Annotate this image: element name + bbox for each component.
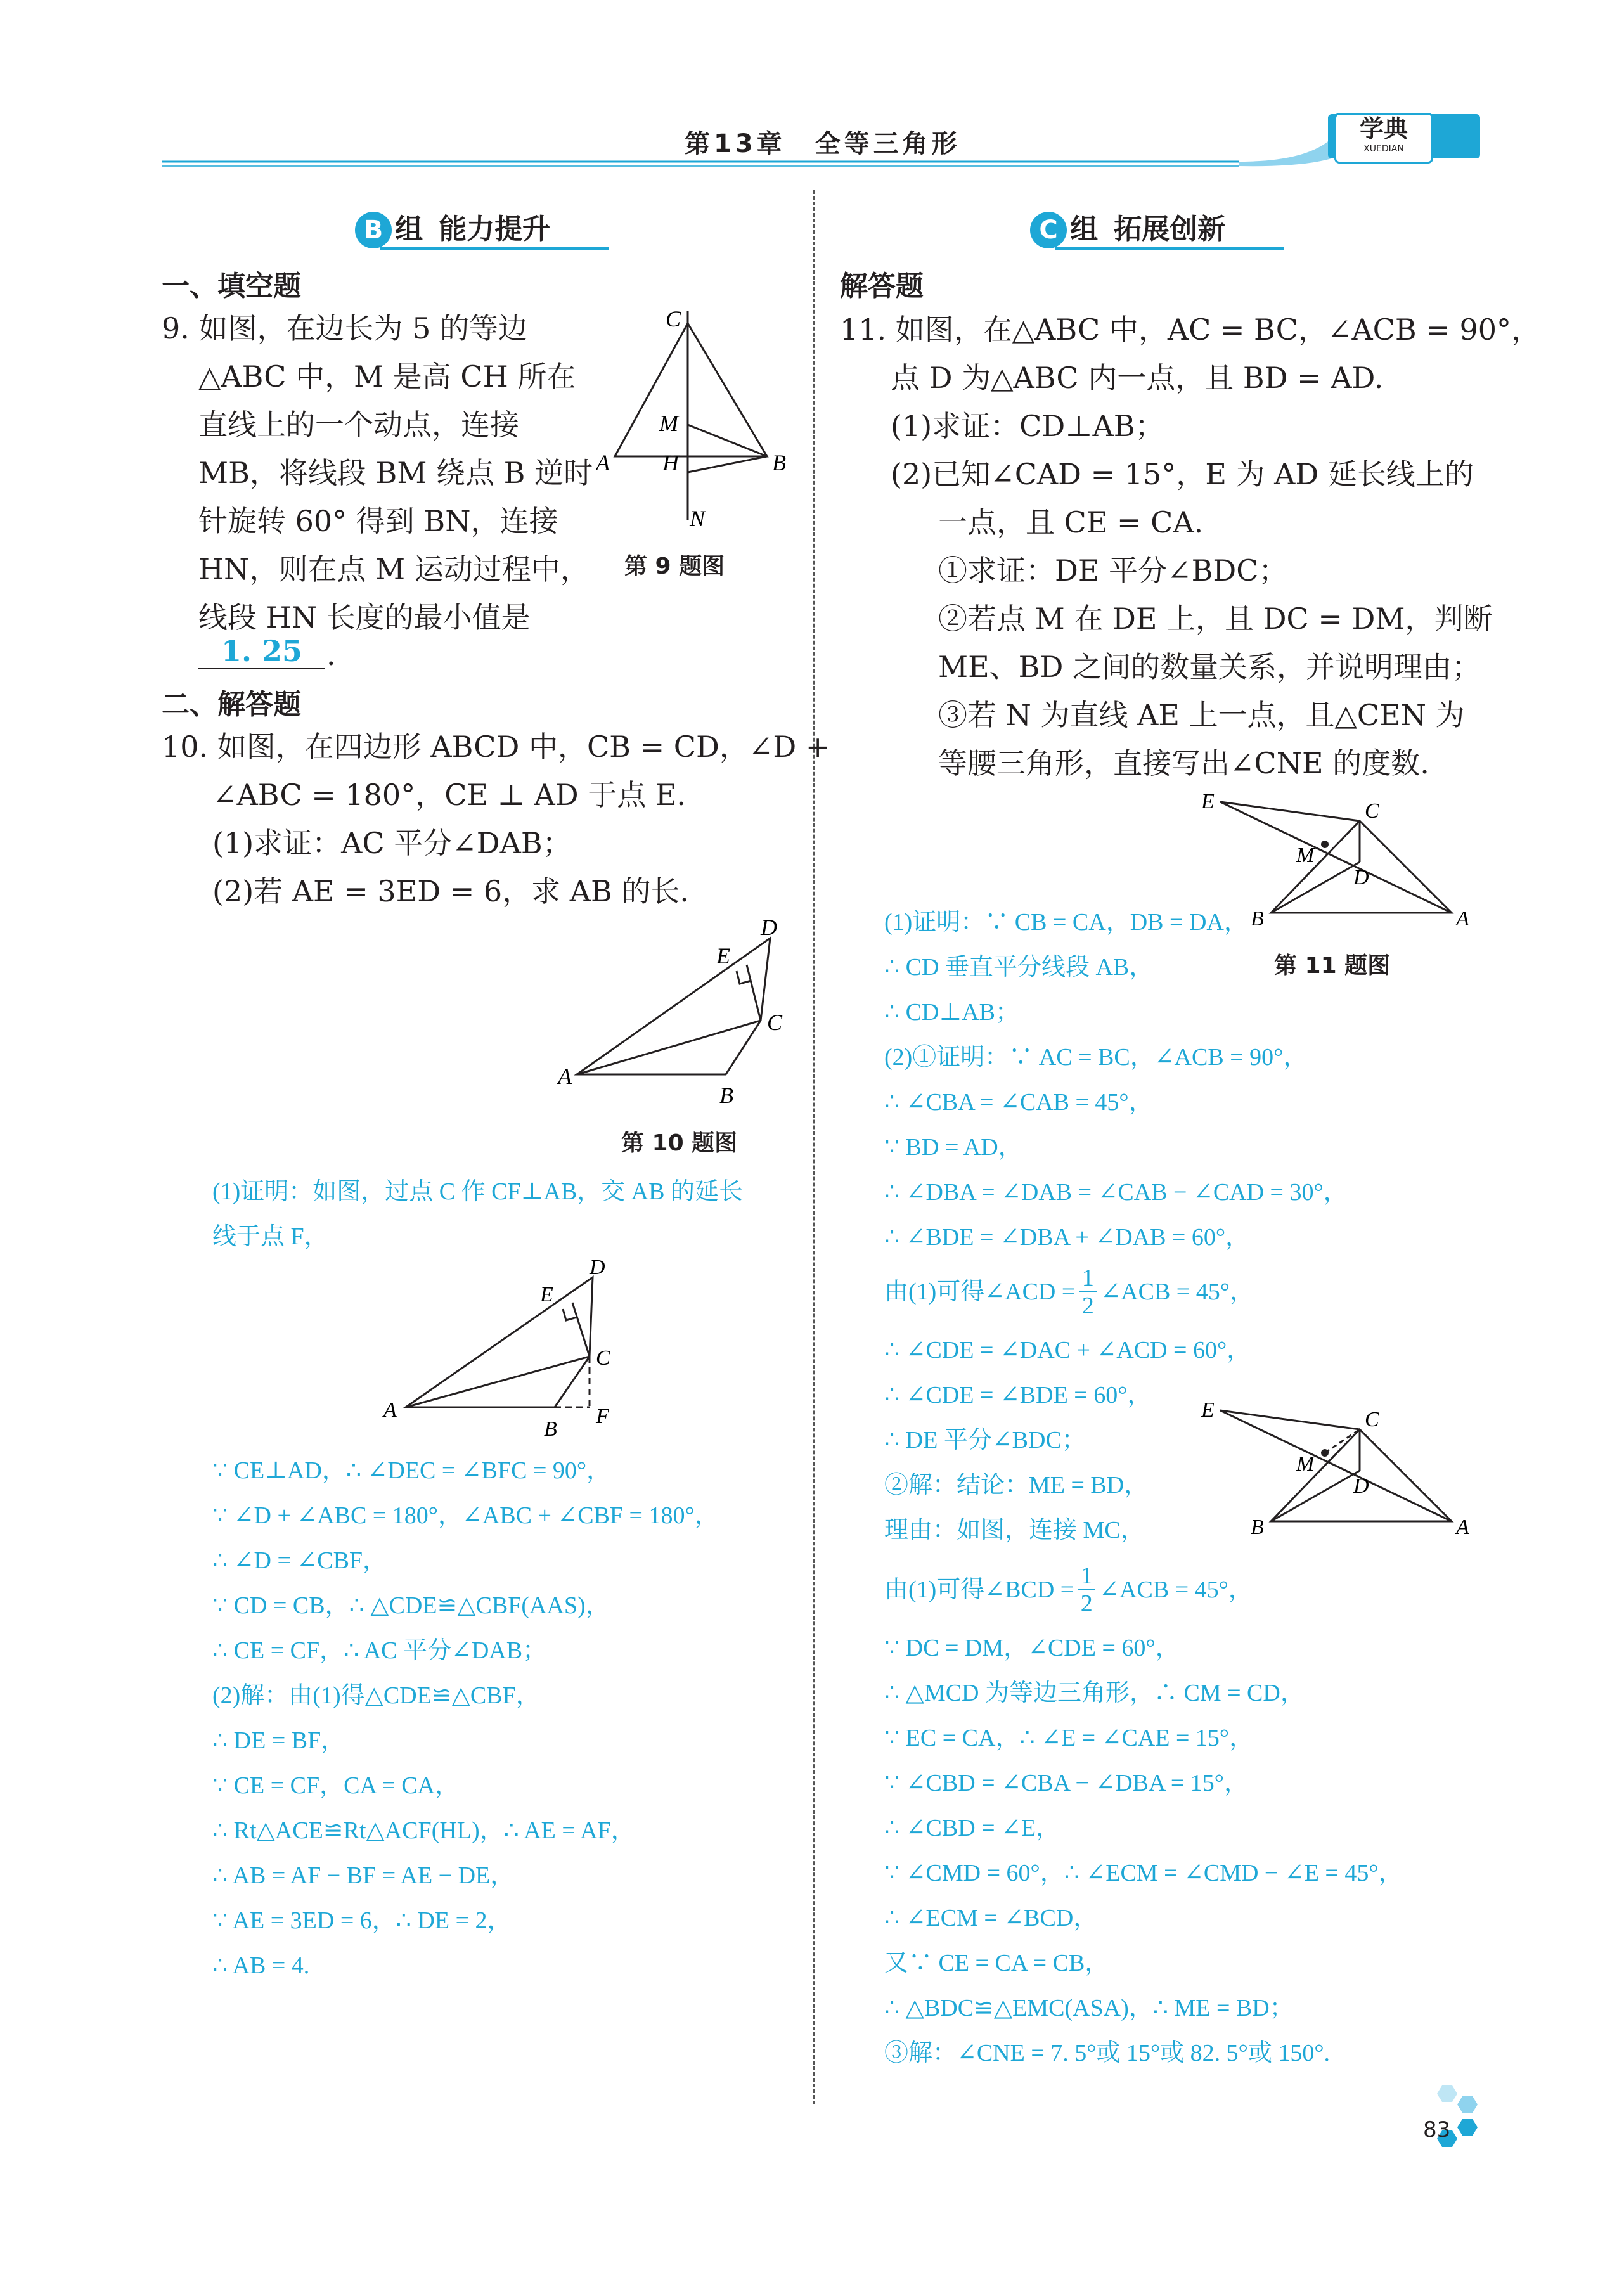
section-solve: 解答题: [840, 270, 924, 302]
svg-text:M: M: [659, 411, 678, 436]
svg-text:H: H: [662, 450, 679, 475]
brand-logo: 学典 XUEDIAN: [1334, 113, 1433, 164]
svg-text:E: E: [1201, 790, 1215, 813]
answer-10-intro: (1)证明：如图，过点 C 作 CF⊥AB，交 AB 的延长 线于点 F，: [212, 1178, 743, 1250]
svg-text:B: B: [1251, 907, 1264, 931]
page-number: 83: [1423, 2117, 1451, 2143]
column-divider: [813, 190, 815, 2104]
svg-text:C: C: [666, 306, 681, 332]
section-answer: 二、解答题: [162, 688, 301, 721]
group-c-badge: C: [1030, 212, 1067, 248]
svg-text:C: C: [767, 1010, 783, 1035]
answer-11-part3: ∵ DC = DM，∠CDE = 60°， ∴ △MCD 为等边三角形，∴ CM = CD， ∵ EC = CA，∴ ∠E = ∠CAE = 15°， ∵ ∠CBD = ∠CBA − ∠DBA = 15°， ∴ ∠CBD = ∠E， ∵ ∠CMD = 60°，∴ ∠ECM = ∠CMD − ∠E = 45°， ∴ ∠ECM = ∠BCD， 又∵ CE = CA = CB， ∴ △BDC≌△EMC(ASA)，∴ ME = BD； ③解：∠CNE = 7. 5°或 15°或 82. 5°或 150°.: [884, 1635, 1403, 2066]
svg-text:M: M: [1296, 844, 1315, 867]
svg-text:D: D: [761, 915, 777, 940]
figure-9: [596, 304, 805, 545]
group-b-badge: B: [355, 212, 392, 248]
group-b-underline: [380, 247, 609, 250]
svg-text:C: C: [1365, 799, 1379, 823]
figure-11-caption: 第 11 题图: [1274, 953, 1391, 979]
svg-text:F: F: [596, 1405, 609, 1428]
svg-text:D: D: [1353, 866, 1369, 889]
answer-11-part2: ∴ ∠CDE = ∠DAC + ∠ACD = 60°， ∴ ∠CDE = ∠BDE = 60°， ∴ DE 平分∠BDC； ②解：结论：ME = BD， 理由：如图，连接 MC，: [884, 1337, 1251, 1544]
group-b-heading: B 组 能力提升: [355, 206, 550, 248]
question-9: 9. 如图，在边长为 5 的等边 △ABC 中，M 是高 CH 所在 直线上的一个动点，连接 MB，将线段 BM 绕点 B 逆时 针旋转 60° 得到 BN，连接 HN，则在点 M 运动过程中， 线段 HN 长度的最小值是: [162, 311, 593, 635]
svg-text:E: E: [1201, 1398, 1215, 1422]
group-c-underline: [1055, 247, 1284, 250]
chapter-title: 第13章 全等三角形: [685, 129, 961, 158]
svg-text:B: B: [719, 1083, 733, 1108]
svg-text:B: B: [544, 1417, 557, 1441]
svg-text:D: D: [590, 1256, 605, 1279]
q9-answer-blank: 1. 25: [198, 634, 325, 669]
group-c-heading: C 组 拓展创新: [1030, 206, 1225, 248]
figure-10: [545, 913, 799, 1109]
header-decoration: [162, 108, 1493, 177]
svg-text:E: E: [540, 1283, 553, 1306]
figure-11-answer: [1201, 1398, 1493, 1544]
svg-text:A: A: [1456, 1516, 1469, 1539]
section-fill-in: 一、填空题: [162, 270, 301, 302]
q9-period: .: [326, 638, 336, 672]
svg-text:B: B: [1251, 1516, 1264, 1539]
svg-text:A: A: [596, 450, 610, 475]
answer-11-fraction-2: 由(1)可得∠BCD = $\frac{1}{2}$ ∠ACB = 45°，: [884, 1563, 1253, 1617]
svg-text:A: A: [1456, 907, 1469, 931]
svg-text:N: N: [690, 506, 706, 531]
figure-9-caption: 第 9 题图: [624, 553, 725, 579]
svg-text:A: A: [383, 1398, 397, 1422]
svg-text:M: M: [1296, 1452, 1315, 1476]
answer-11-part1: (1)证明：∵ CB = CA，DB = DA， ∴ CD 垂直平分线段 AB， ∴ CD⊥AB； (2)①证明：∵ AC = BC，∠ACB = 90°， ∴ ∠CBA = ∠CAB = 45°， ∵ BD = AD， ∴ ∠DBA = ∠DAB = ∠CAB − ∠CAD = 30°， ∴ ∠BDE = ∠DBA + ∠DAB = 60°，: [884, 909, 1348, 1251]
question-11: 11. 如图，在△ABC 中，AC = BC，∠ACB = 90°， 点 D 为△ABC 内一点，且 BD = AD. (1)求证：CD⊥AB； (2)已知∠CAD = 15°，E 为 AD 延长线上的 一点，且 CE = CA. ①求证：DE 平分∠BDC； ②若点 M 在 DE 上，且 DC = DM，判断 ME、BD 之间的数量关系，并说明理由； ③若 N 为直线 AE 上一点，且△CEN 为 等腰三角形，直接写出∠CNE 的度数.: [840, 313, 1540, 780]
answer-10-body: ∵ CE⊥AD，∴ ∠DEC = ∠BFC = 90°， ∵ ∠D + ∠ABC = 180°，∠ABC + ∠CBF = 180°， ∴ ∠D = ∠CBF， ∵ CD = CB，∴ △CDE≌△CBF(AAS)， ∴ CE = CF，∴ AC 平分∠DAB； (2)解：由(1)得△CDE≌△CBF， ∴ DE = BF， ∵ CE = CF，CA = CA， ∴ Rt△ACE≌Rt△ACF(HL)，∴ AE = AF， ∴ AB = AF − BF = AE − DE， ∵ AE = 3ED = 6，∴ DE = 2， ∴ AB = 4.: [212, 1457, 719, 1979]
svg-text:C: C: [596, 1346, 610, 1370]
svg-text:D: D: [1353, 1474, 1369, 1498]
svg-text:B: B: [772, 450, 786, 475]
figure-10-answer: [374, 1252, 640, 1448]
answer-11-fraction-1: 由(1)可得∠ACD = $\frac{1}{2}$ ∠ACB = 45°，: [884, 1265, 1254, 1319]
question-10: 10. 如图，在四边形 ABCD 中，CB = CD，∠D + ∠ABC = 180°，CE ⊥ AD 于点 E. (1)求证：AC 平分∠DAB； (2)若 AE = 3ED = 6，求 AB 的长.: [162, 730, 830, 908]
svg-text:A: A: [558, 1064, 572, 1089]
svg-text:E: E: [716, 943, 730, 969]
svg-text:C: C: [1365, 1408, 1379, 1431]
figure-10-caption: 第 10 题图: [621, 1130, 738, 1156]
